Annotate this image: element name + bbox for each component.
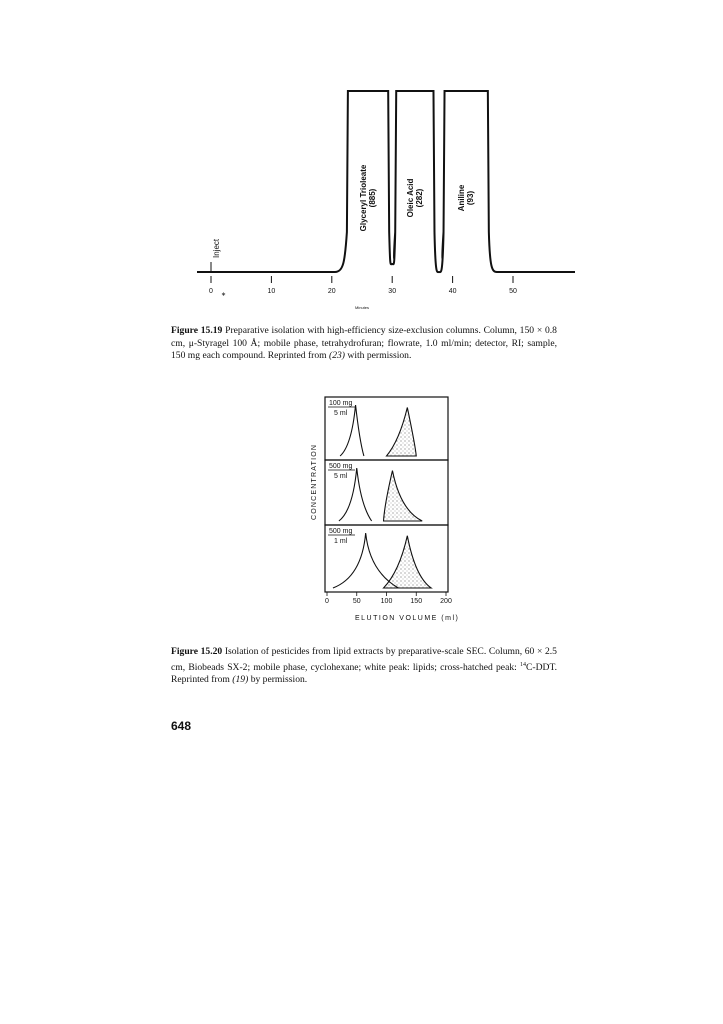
x-tick-label: 10	[267, 288, 276, 295]
inject-label: Inject	[212, 238, 221, 258]
x-tick-label: 0	[209, 288, 213, 295]
x-tick-label: 150	[410, 598, 423, 605]
x-tick-label: 100	[380, 598, 393, 605]
caption-superscript: 14	[520, 661, 526, 668]
x-axis-title: Minutes	[355, 305, 370, 310]
sec-panel	[325, 460, 448, 525]
panel-amount: 100 mg	[329, 400, 353, 407]
x-tick-label: 0	[325, 598, 329, 605]
caption-reference: (19)	[232, 674, 249, 686]
sec-panel	[325, 525, 448, 592]
panel-volume: 5 ml	[334, 473, 348, 480]
x-axis-label: ELUTION VOLUME (ml)	[355, 615, 460, 622]
y-axis-label: CONCENTRATION	[311, 443, 318, 520]
caption-reference: (23)	[329, 350, 345, 361]
figure-15-20-caption	[171, 646, 557, 687]
origin-mark: ∗	[221, 292, 227, 298]
caption-label: Figure 15.20	[171, 646, 223, 657]
peak-label-name: Glyceryl Trioleate	[359, 164, 369, 232]
peak-label-mw: (885)	[368, 188, 378, 208]
caption-tail: with permission.	[347, 350, 412, 361]
peak-label-name: Aniline	[457, 184, 467, 212]
caption-tail: by permission.	[250, 674, 308, 686]
x-tick-label: 50	[352, 598, 361, 605]
sec-panel	[325, 397, 448, 460]
ddt-peak	[387, 408, 417, 456]
panel-volume: 1 ml	[334, 538, 348, 545]
panel-amount: 500 mg	[329, 528, 353, 535]
caption-text: Preparative isolation with high-efficiency size-exclusion columns. Column, 150 × 0.8 cm, μ-Styragel 100 Å; mobile phase, tetrahydrofuran; flowrate, 1.0 ml/min; detector, RI; sample, 150 mg each compound. Reprinted from	[171, 325, 557, 361]
page-number: 648	[171, 719, 192, 733]
ddt-peak	[384, 536, 432, 588]
caption-text-2: C-DDT. Reprinted from	[171, 661, 557, 686]
x-tick-label: 20	[327, 288, 336, 295]
x-tick-label: 30	[388, 288, 397, 295]
ddt-peak	[384, 471, 423, 521]
caption-text: Isolation of pesticides from lipid extracts by preparative-scale SEC. Column, 60 × 2.5 cm, Biobeads SX-2; mobile phase, cyclohexane; white peak: lipids; cross-hatched peak:	[171, 646, 557, 673]
x-tick-label: 200	[440, 598, 452, 605]
caption-label: Figure 15.19	[171, 325, 223, 336]
panel-amount: 500 mg	[329, 463, 353, 470]
peak-label-mw: (282)	[414, 188, 424, 208]
peak-label-name: Oleic Acid	[405, 178, 415, 218]
peak-label-mw: (93)	[466, 190, 476, 206]
x-tick-label: 40	[448, 288, 457, 295]
panel-volume: 5 ml	[334, 410, 348, 417]
x-tick-label: 50	[509, 288, 517, 295]
